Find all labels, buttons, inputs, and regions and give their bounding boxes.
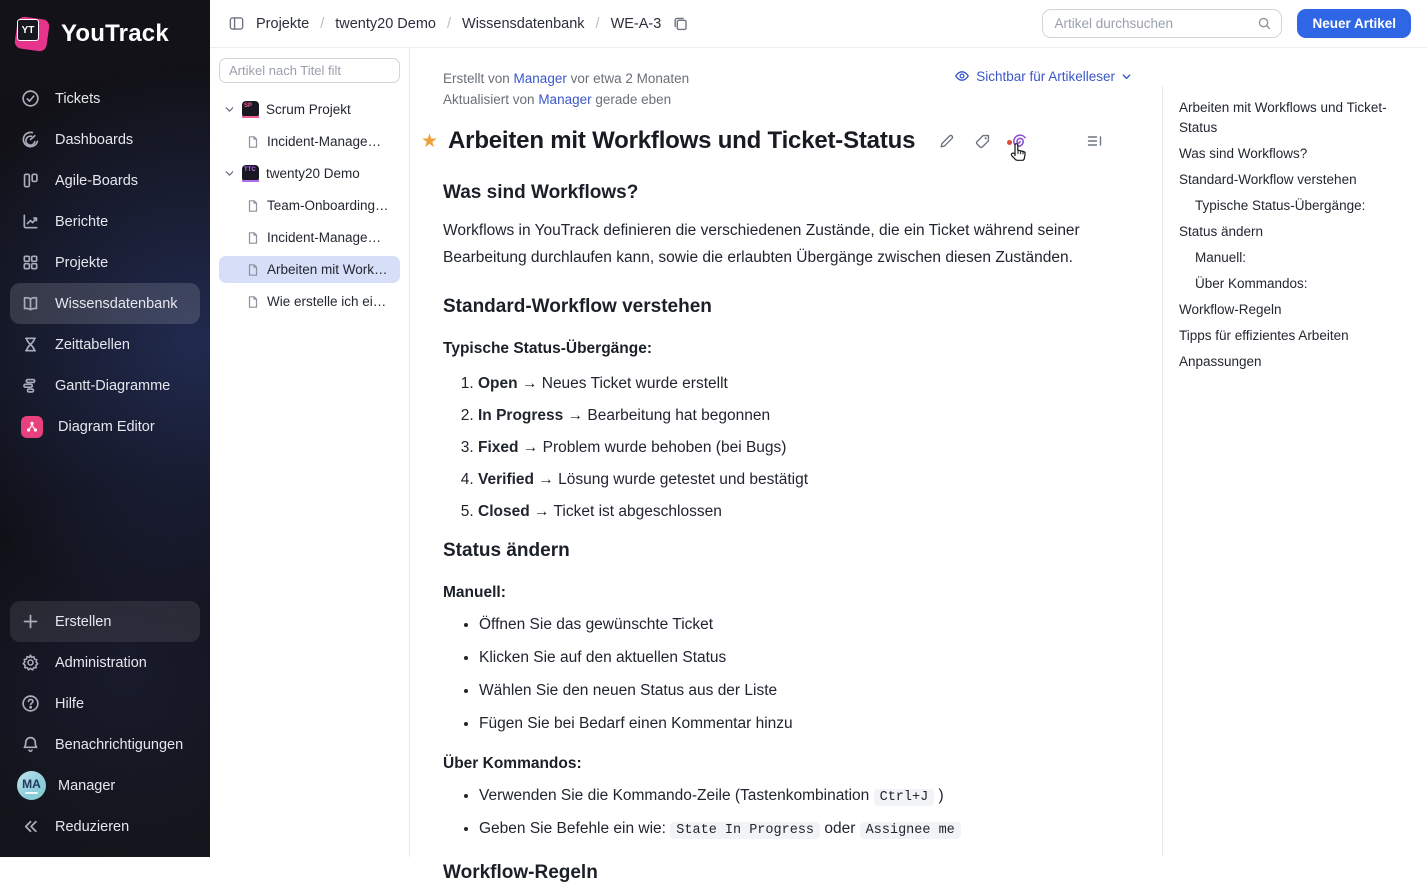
diagram-app-icon	[21, 416, 43, 438]
sidebar-item-berichte[interactable]	[10, 201, 200, 242]
document-icon	[246, 263, 260, 277]
visibility-selector[interactable]	[954, 68, 1132, 84]
check-circle-icon	[21, 89, 40, 108]
ai-spiral-icon[interactable]	[1010, 133, 1027, 150]
sidebar-item-wissensdatenbank[interactable]	[10, 283, 200, 324]
tag-icon[interactable]	[974, 133, 991, 150]
avatar: MA	[17, 771, 46, 800]
meta-updated: Aktualisiert von Manager gerade eben	[443, 92, 672, 107]
section-heading-rules: Workflow-Regeln	[443, 862, 598, 883]
chevron-down-icon[interactable]	[224, 104, 235, 115]
breadcrumb-projekte[interactable]: Projekte	[256, 15, 310, 32]
copy-id-icon[interactable]	[672, 15, 689, 32]
command-example: State In Progress	[670, 822, 820, 839]
subheading-manual: Manuell:	[443, 584, 506, 601]
list-item: 3. Fixed → Problem wurde behoben (bei Bugs)	[478, 439, 1132, 457]
new-article-button[interactable]: Neuer Artikel	[1297, 9, 1411, 38]
breadcrumb-knowledge-base[interactable]: Wissensdatenbank	[462, 15, 585, 32]
intro-paragraph: Workflows in YouTrack definieren die verschiedenen Zustände, die ein Ticket während seiner Bearbeitung durchlaufen kann, sowie die erlaubten Übergänge zwischen diesen Zuständen.	[443, 222, 1080, 266]
board-columns-icon	[21, 171, 40, 190]
document-icon	[246, 135, 260, 149]
sidebar-item-label: Wissensdatenbank	[55, 295, 178, 312]
create-button-label: Erstellen	[55, 613, 112, 630]
breadcrumb-article-id[interactable]: WE-A-3	[610, 15, 662, 32]
list-item: • Öffnen Sie das gewünschte Ticket	[479, 616, 1132, 634]
sidebar-item-label: Agile-Boards	[55, 172, 139, 189]
tree-item-label: Wie erstelle ich ei…	[267, 294, 387, 309]
toc-link[interactable]: Arbeiten mit Workflows und Ticket-Status	[1179, 100, 1387, 135]
keyboard-shortcut: Ctrl+J	[874, 789, 935, 806]
breadcrumb-separator: /	[320, 15, 325, 32]
recording-dot	[1007, 140, 1012, 145]
sidebar-item-agile-boards[interactable]	[10, 160, 200, 201]
tree-item-label: twenty20 Demo	[266, 166, 360, 181]
document-icon	[246, 295, 260, 309]
list-item: 4. Verified → Lösung wurde getestet und bestätigt	[478, 471, 1132, 489]
list-item: • Klicken Sie auf den aktuellen Status	[479, 649, 1132, 667]
sidebar-item-label: Diagram Editor	[58, 418, 155, 435]
panel-toggle-icon[interactable]	[228, 15, 245, 32]
subheading-transitions: Typische Status-Übergänge:	[443, 340, 653, 357]
toc-link[interactable]: Tipps für effizientes Arbeiten	[1179, 328, 1349, 343]
collapse-chevrons-icon	[21, 817, 40, 836]
article-search[interactable]	[1042, 9, 1282, 38]
sidebar-item-benachrichtigungen[interactable]	[10, 724, 200, 765]
command-example: Assignee me	[860, 822, 961, 839]
hourglass-icon	[21, 335, 40, 354]
tree-article-incident-1[interactable]	[219, 128, 400, 155]
commands-list	[443, 787, 1132, 838]
sidebar-item-label: Benachrichtigungen	[55, 736, 184, 753]
top-header	[210, 0, 1427, 48]
sidebar-item-tickets[interactable]	[10, 78, 200, 119]
chevron-down-icon[interactable]	[224, 168, 235, 179]
edit-pencil-icon[interactable]	[938, 133, 955, 150]
article-title: Arbeiten mit Workflows und Ticket-Status	[448, 127, 916, 154]
toc-link[interactable]: Was sind Workflows?	[1179, 146, 1308, 161]
sidebar-item-dashboards[interactable]	[10, 119, 200, 160]
sidebar-item-gantt-diagramme[interactable]	[10, 365, 200, 406]
tree-article-workflows-selected[interactable]	[219, 256, 400, 283]
list-item: • Verwenden Sie die Kommando-Zeile (Tastenkombination Ctrl+J )	[479, 787, 1132, 805]
sidebar-item-label: Tickets	[55, 90, 101, 107]
app-title: YouTrack	[61, 20, 169, 47]
list-item: • Wählen Sie den neuen Status aus der Liste	[479, 682, 1132, 700]
star-icon[interactable]: ★	[421, 130, 439, 152]
author-link[interactable]: Manager	[538, 92, 592, 107]
toc-link[interactable]: Status ändern	[1179, 224, 1264, 239]
gantt-bars-icon	[21, 376, 40, 395]
tree-item-label: Arbeiten mit Work…	[267, 262, 388, 277]
list-item: • Fügen Sie bei Bedarf einen Kommentar hinzu	[479, 715, 1132, 733]
sidebar-item-label: Gantt-Diagramme	[55, 377, 171, 394]
main-sidebar	[0, 0, 210, 857]
project-avatar: SP	[242, 101, 259, 118]
bell-icon	[21, 735, 40, 754]
tree-project-scrum[interactable]	[219, 96, 400, 123]
grid-icon	[21, 253, 40, 272]
breadcrumb-project[interactable]: twenty20 Demo	[335, 15, 436, 32]
section-heading-change: Status ändern	[443, 540, 570, 561]
author-link[interactable]: Manager	[513, 71, 567, 86]
sidebar-item-label: Berichte	[55, 213, 109, 230]
breadcrumb-separator: /	[446, 15, 452, 32]
gear-icon	[21, 653, 40, 672]
collapse-sidebar-button[interactable]	[10, 806, 200, 847]
breadcrumb	[228, 15, 689, 32]
sidebar-item-label: Dashboards	[55, 131, 134, 148]
project-avatar: TTC	[242, 165, 259, 182]
sidebar-item-hilfe[interactable]	[10, 683, 200, 724]
sidebar-item-projekte[interactable]	[10, 242, 200, 283]
tree-item-label: Scrum Projekt	[266, 102, 351, 117]
user-menu[interactable]	[10, 765, 200, 806]
document-icon	[246, 199, 260, 213]
article-content	[410, 48, 1162, 883]
article-meta	[443, 68, 689, 110]
tree-article-wie-erstelle[interactable]	[219, 288, 400, 315]
toc-link[interactable]: Über Kommandos:	[1195, 276, 1308, 291]
sidebar-item-zeittabellen[interactable]	[10, 324, 200, 365]
youtrack-logo[interactable]	[0, 0, 210, 74]
secondary-nav	[0, 597, 210, 857]
toc-link[interactable]: Manuell:	[1195, 250, 1247, 265]
open-book-icon	[21, 294, 40, 313]
tree-article-onboarding[interactable]	[219, 192, 400, 219]
visibility-label: Sichtbar für Artikelleser	[976, 68, 1115, 84]
list-item: 1. Open → Neues Ticket wurde erstellt	[478, 375, 1132, 393]
sidebar-item-diagram-editor[interactable]	[10, 406, 200, 447]
tree-item-label: Incident-Manage…	[267, 134, 382, 149]
create-button[interactable]	[10, 601, 200, 642]
sidebar-item-label: Hilfe	[55, 695, 85, 712]
toc-link[interactable]: Standard-Workflow verstehen	[1179, 172, 1357, 187]
list-item: • Geben Sie Befehle ein wie: State In Progress oder Assignee me	[479, 820, 1132, 838]
sidebar-item-label: Zeittabellen	[55, 336, 130, 353]
user-name: Manager	[58, 777, 116, 794]
eye-icon	[954, 68, 970, 84]
chart-trend-icon	[21, 212, 40, 231]
tree-item-label: Incident-Manage…	[267, 230, 382, 245]
manual-steps-list	[443, 616, 1132, 733]
chevron-down-icon	[1121, 71, 1132, 82]
tree-filter-input[interactable]	[219, 58, 400, 83]
gauge-icon	[21, 130, 40, 149]
article-tree-panel	[210, 48, 410, 857]
section-heading-standard: Standard-Workflow verstehen	[443, 296, 712, 317]
toc-link[interactable]: Typische Status-Übergänge:	[1195, 198, 1366, 213]
youtrack-logo-icon: YT	[14, 16, 50, 52]
tree-article-incident-2[interactable]	[219, 224, 400, 251]
help-circle-icon	[21, 694, 40, 713]
collapse-label: Reduzieren	[55, 818, 130, 835]
primary-nav	[0, 74, 210, 451]
toc-link[interactable]: Anpassungen	[1179, 354, 1262, 369]
plus-icon	[21, 612, 40, 631]
section-heading-what: Was sind Workflows?	[443, 182, 639, 203]
search-icon[interactable]	[1257, 16, 1272, 31]
toc-toggle-icon[interactable]	[1086, 132, 1104, 150]
meta-created: Erstellt von Manager vor etwa 2 Monaten	[443, 71, 690, 86]
toc-panel	[1162, 48, 1427, 857]
subheading-commands: Über Kommandos:	[443, 755, 582, 772]
search-input[interactable]	[1054, 16, 1257, 31]
sidebar-item-administration[interactable]	[10, 642, 200, 683]
sidebar-item-label: Administration	[55, 654, 147, 671]
document-icon	[246, 231, 260, 245]
list-item: 5. Closed → Ticket ist abgeschlossen	[478, 503, 1132, 521]
list-item: 2. In Progress → Bearbeitung hat begonnen	[478, 407, 1132, 425]
transition-list	[443, 375, 1132, 521]
toc-link[interactable]: Workflow-Regeln	[1179, 302, 1282, 317]
breadcrumb-separator: /	[595, 15, 600, 32]
sidebar-item-label: Projekte	[55, 254, 109, 271]
tree-project-twenty20[interactable]	[219, 160, 400, 187]
tree-item-label: Team-Onboarding…	[267, 198, 389, 213]
